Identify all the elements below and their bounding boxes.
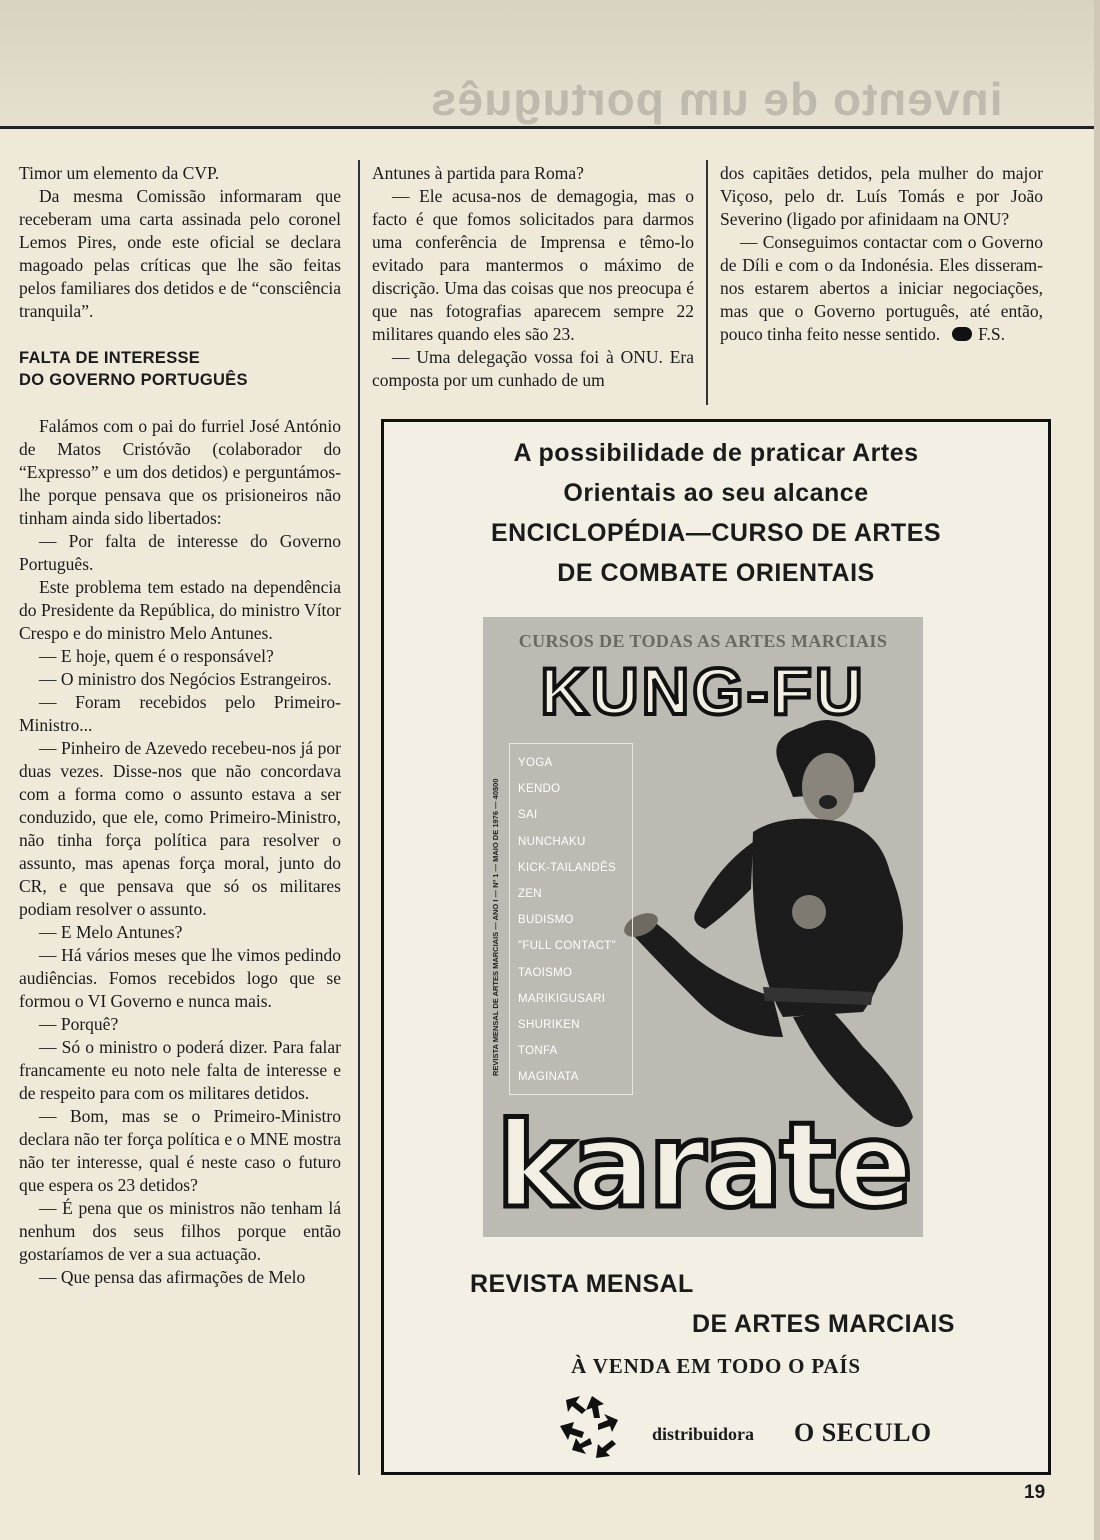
list-item: TONFA bbox=[518, 1045, 558, 1058]
page-edge bbox=[1094, 0, 1100, 1540]
paragraph: Da mesma Comissão informaram que receberam uma carta assinada pelo coronel Lemos Pires, onde este oficial se declara magoado pelas críticas que lhe são feitas pelos familiares dos detidos e de “consciência tranquila”. bbox=[19, 186, 341, 321]
paragraph: — Porquê? bbox=[39, 1014, 119, 1034]
section-heading-line: FALTA DE INTERESSE bbox=[19, 349, 201, 367]
ad-headline-line: DE COMBATE ORIENTAIS bbox=[557, 559, 875, 587]
list-item: KENDO bbox=[518, 783, 561, 796]
author-signature: F.S. bbox=[978, 324, 1005, 344]
section-heading-line: DO GOVERNO PORTUGUÊS bbox=[19, 371, 248, 389]
list-item: KICK-TAILANDÊS bbox=[518, 861, 616, 874]
paragraph: — Uma delegação vossa foi à ONU. Era composta por um cunhado de um bbox=[372, 347, 694, 390]
ad-headline-line: Orientais ao seu alcance bbox=[563, 479, 869, 507]
paragraph: — Pinheiro de Azevedo recebeu-nos já por duas vezes. Disse-nos que não concordava com a forma como o assunto estava a ser conduzido, que ele, como Primeiro-Ministro, não tinha força política para resolver o assunto, mas apenas força moral, junto do CR, e que pensava que só os militares podiam resolver o assunto. bbox=[19, 738, 341, 919]
ad-subtitle-line: REVISTA MENSAL bbox=[470, 1270, 694, 1298]
article-column-1 bbox=[19, 162, 341, 1289]
paragraph: — Que pensa das afirmações de Melo bbox=[39, 1267, 306, 1287]
end-mark-icon bbox=[952, 327, 972, 341]
list-item: SAI bbox=[518, 809, 538, 822]
paragraph: — Há vários meses que lhe vimos pedindo audiências. Fomos recebidos logo que se formou o VI Governo e nunca mais. bbox=[19, 945, 341, 1011]
ad-headline-line: ENCICLOPÉDIA—CURSO DE ARTES bbox=[490, 519, 942, 547]
list-item: TAOISMO bbox=[518, 966, 573, 979]
cover-spine-text: REVISTA MENSAL DE ARTES MARCIAIS — ANO I — Nº 1 — MAIO DE 1976 — 40$00 bbox=[491, 778, 500, 1076]
list-item: ZEN bbox=[518, 888, 542, 901]
distributor-name: O SECULO bbox=[794, 1418, 932, 1447]
paragraph: Timor um elemento da CVP. bbox=[19, 163, 220, 183]
paragraph: — Bom, mas se o Primeiro-Ministro declara não ter força política e o MNE mostra não ter interesse, qual é neste caso o futuro que espera os 23 detidos? bbox=[19, 1106, 341, 1195]
distributor-arrows-logo-icon bbox=[556, 1392, 628, 1462]
show-through-heading: invento de um português bbox=[430, 73, 1003, 125]
paragraph: Este problema tem estado na dependência do Presidente da República, do ministro Vítor Crespo e do ministro Melo Antunes. bbox=[19, 577, 341, 643]
cover-tagline: CURSOS DE TODAS AS ARTES MARCIAIS bbox=[518, 631, 888, 651]
magazine-advertisement bbox=[381, 419, 1051, 1475]
paragraph: — Foram recebidos pelo Primeiro-Ministro... bbox=[19, 692, 341, 735]
list-item: BUDISMO bbox=[518, 914, 574, 927]
list-item: "FULL CONTACT" bbox=[518, 940, 616, 953]
paragraph: dos capitães detidos, pela mulher do major Viçoso, pelo dr. Luís Tomás e por João Severino (ligado por afinidaam na ONU? bbox=[720, 163, 1043, 229]
paragraph: — E Melo Antunes? bbox=[39, 922, 183, 942]
list-item: MAGINATA bbox=[518, 1071, 579, 1084]
paragraph: — Só o ministro o poderá dizer. Para falar francamente eu noto nele falta de interesse e de respeito para com os militares detidos. bbox=[19, 1037, 341, 1103]
paragraph: Falámos com o pai do furriel José António de Matos Cristóvão (colaborador do “Expresso” e um dos detidos) e perguntámos-lhe porque pensava que os prisioneiros não tinham ainda sido libertados: bbox=[19, 416, 341, 528]
column-rule bbox=[706, 160, 708, 405]
cover-title: KUNG-FU bbox=[540, 654, 866, 728]
page-number: 19 bbox=[1024, 1482, 1046, 1503]
list-item: YOGA bbox=[518, 757, 553, 769]
paragraph: — Por falta de interesse do Governo Português. bbox=[19, 531, 341, 574]
paragraph-text: — Conseguimos contactar com o Governo de Díli e com o da Indonésia. Eles disseram-nos estarem abertos a iniciar negociações, mas que o Governo português, até então, pouco tinha feito nesse sentido. bbox=[720, 232, 1043, 344]
cover-bottom-title: karate bbox=[495, 1096, 911, 1234]
paragraph: — É pena que os ministros não tenham lá nenhum dos seus filhos porque então gostaríamos de ver a sua actuação. bbox=[19, 1198, 341, 1264]
ad-sale-notice: À VENDA EM TODO O PAÍS bbox=[571, 1354, 861, 1378]
paragraph: Antunes à partida para Roma? bbox=[372, 163, 584, 183]
section-heading bbox=[19, 347, 341, 391]
paragraph bbox=[720, 231, 1043, 346]
magazine-cover bbox=[483, 617, 923, 1237]
list-item: MARIKIGUSARI bbox=[518, 992, 606, 1005]
ad-subtitle-line: DE ARTES MARCIAIS bbox=[692, 1310, 955, 1338]
distributor-label: distribuidora bbox=[652, 1424, 755, 1444]
ad-headline-line: A possibilidade de praticar Artes bbox=[513, 439, 919, 467]
column-rule bbox=[358, 160, 360, 1475]
list-item: SHURIKEN bbox=[518, 1019, 580, 1032]
paragraph: — E hoje, quem é o responsável? bbox=[39, 646, 274, 666]
martial-arts-list bbox=[509, 743, 633, 1095]
paragraph: — Ele acusa-nos de demagogia, mas o facto é que fomos solicitados para darmos uma conferência de Imprensa e têmo-lo evitado para mantermos o máximo de discrição. Uma das coisas que nos preocupa é que nas fotografias aparecem sempre 22 militares quando eles são 23. bbox=[372, 186, 694, 344]
page-header-strip bbox=[0, 0, 1100, 128]
header-rule bbox=[0, 126, 1096, 129]
list-item: NUNCHAKU bbox=[518, 835, 586, 848]
article-column-3 bbox=[720, 162, 1043, 346]
article-column-2 bbox=[372, 162, 694, 392]
paragraph: — O ministro dos Negócios Estrangeiros. bbox=[39, 669, 332, 689]
